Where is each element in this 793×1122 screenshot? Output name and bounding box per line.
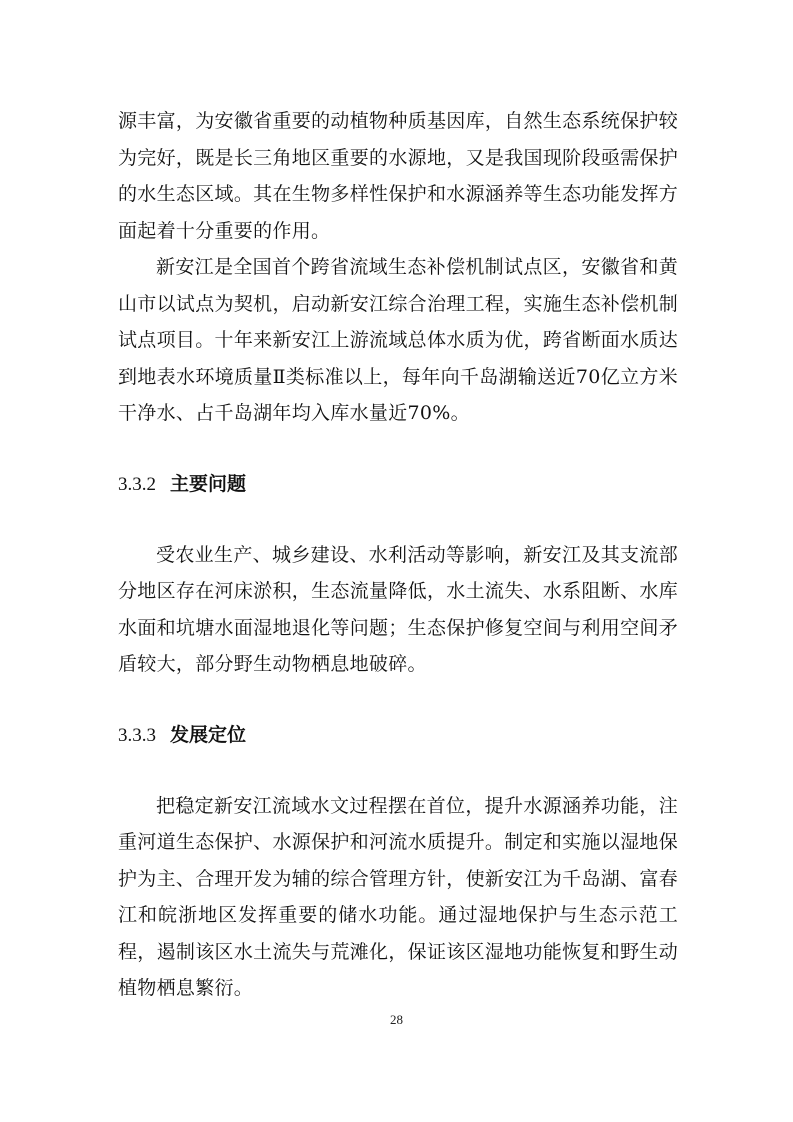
spacer (118, 750, 678, 788)
paragraph-continuation: 源丰富，为安徽省重要的动植物种质基因库，自然生态系统保护较为完好，既是长三角地区重要的水源地，又是我国现阶段亟需保护的水生态区域。其在生物多样性保护和水源涵养等生态功能发挥方面起着十分重要的作用。 (118, 110, 678, 242)
paragraph-development-positioning: 把稳定新安江流域水文过程摆在首位，提升水源涵养功能，注重河道生态保护、水源保护和河流水质提升。制定和实施以湿地保护为主、合理开发为辅的综合管理方针，使新安江为千岛湖、富春江和皖浙地区发挥重要的储水功能。通过湿地保护与生态示范工程，遏制该区水土流失与荒滩化，保证该区湿地功能恢复和野生动植物栖息繁衍。 (118, 794, 678, 999)
section-title: 主要问题 (170, 472, 247, 495)
paragraph-xinanjiang-pilot: 新安江是全国首个跨省流域生态补偿机制试点区，安徽省和黄山市以试点为契机，启动新安江综合治理工程，实施生态补偿机制试点项目。十年来新安江上游流域总体水质为优，跨省断面水质达到地表水环境质量Ⅱ类标准以上，每年向千岛湖输送近70亿立方米干净水、占千岛湖年均入库水量近70%。 (118, 256, 678, 424)
page-number: 28 (390, 1012, 403, 1027)
spacer (118, 499, 678, 537)
section-heading-development-positioning (118, 721, 678, 750)
paragraph-main-problems: 受农业生产、城乡建设、水利活动等影响，新安江及其支流部分地区存在河床淤积，生态流量降低，水土流失、水系阻断、水库水面和坑塘水面湿地退化等问题；生态保护修复空间与利用空间矛盾较大，部分野生动物栖息地破碎。 (118, 543, 678, 675)
section-number: 3.3.3 (118, 724, 156, 746)
spacer (118, 683, 678, 721)
section-number: 3.3.2 (118, 473, 156, 495)
section-title: 发展定位 (170, 723, 247, 746)
page-content (118, 103, 678, 1007)
spacer (118, 432, 678, 470)
section-heading-main-problems (118, 470, 678, 499)
